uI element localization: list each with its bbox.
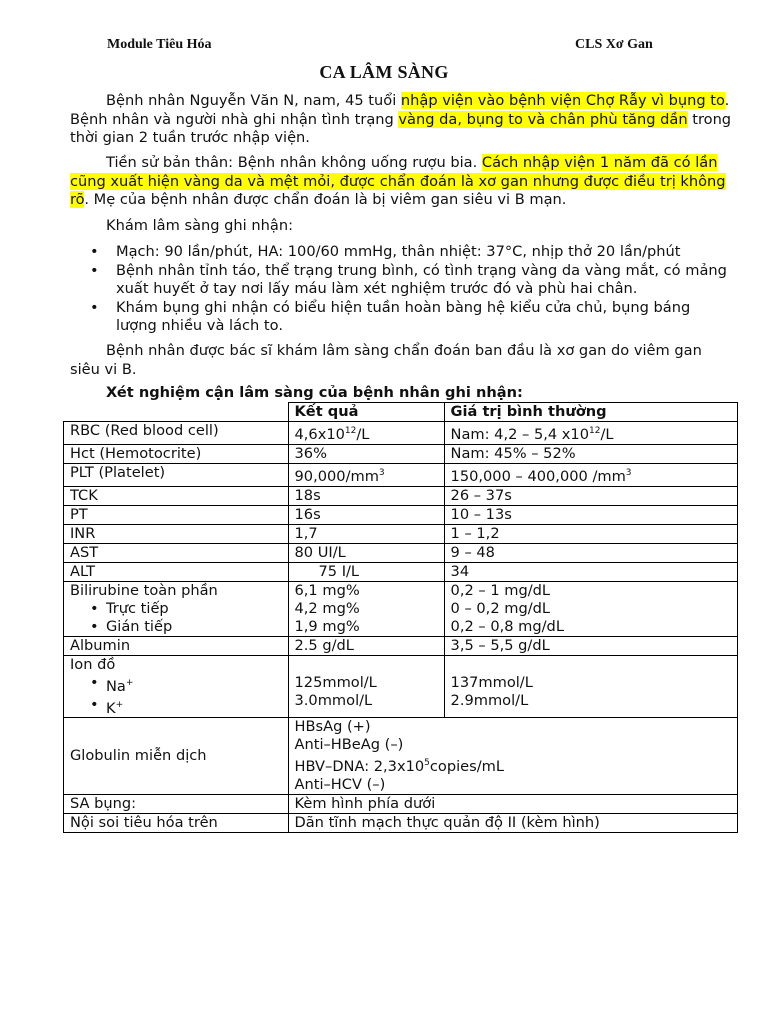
row-label: Nội soi tiêu hóa trên	[64, 814, 289, 833]
text-run: /L	[356, 425, 370, 443]
row-label: RBC (Red blood cell)	[64, 422, 289, 445]
result-cell	[288, 562, 444, 581]
result-cell: 18s	[288, 486, 444, 505]
text-run: Bệnh nhân được bác sĩ khám lâm sàng chẩn đoán ban đầu là xơ gan do viêm gan siêu vi B.	[70, 342, 702, 378]
row-label: ALT	[64, 562, 289, 581]
row-label: PT	[64, 505, 289, 524]
text-run: Na	[106, 677, 126, 695]
result-cell	[288, 422, 444, 445]
text-run: K	[106, 699, 116, 717]
text-run: HBsAg (+)	[294, 718, 371, 736]
row-label: SA bụng:	[64, 795, 289, 814]
text-run: copies/mL	[429, 758, 505, 776]
paragraph-history	[70, 154, 732, 210]
text-run: 0,2 – 0,8 mg/dL	[450, 617, 564, 635]
lab-results-table	[63, 402, 738, 833]
result-cell: 1,7	[288, 524, 444, 543]
lab-table-heading: Xét nghiệm cận lâm sàng của bệnh nhân ghi nhận:	[106, 384, 523, 401]
table-header-empty	[64, 403, 289, 422]
table-row	[64, 718, 738, 795]
table-row	[64, 422, 738, 445]
text-run: 1,9 mg%	[294, 617, 360, 635]
sub-item	[70, 674, 282, 696]
table-row	[64, 636, 738, 655]
normal-cell: Nam: 45% – 52%	[444, 444, 737, 463]
row-label: Hct (Hemotocrite)	[64, 444, 289, 463]
result-cell: 2.5 g/dL	[288, 636, 444, 655]
text-run: 125mmol/L	[294, 673, 377, 691]
paragraph-diagnosis	[70, 342, 732, 379]
highlight-symptoms: vàng da, bụng to và chân phù tăng dần	[398, 110, 688, 128]
result-cell	[288, 718, 738, 795]
row-label	[64, 581, 289, 636]
sub-item: • Trực tiếp	[70, 600, 282, 618]
normal-cell: 34	[444, 562, 737, 581]
normal-cell	[444, 463, 737, 486]
superscript: 5	[424, 758, 430, 769]
text-run: 3.0mmol/L	[294, 691, 373, 709]
table-row	[64, 486, 738, 505]
text-run: 4,2 mg%	[294, 599, 360, 617]
result-cell: Dãn tĩnh mạch thực quản độ II (kèm hình)	[288, 814, 738, 833]
normal-cell: 26 – 37s	[444, 486, 737, 505]
text-run: Anti–HBeAg (–)	[294, 736, 404, 754]
superscript: 12	[589, 426, 601, 436]
text-run: Anti–HCV (–)	[294, 776, 386, 794]
text-run: 150,000 – 400,000 /mm	[450, 467, 626, 485]
highlight-admission: nhập viện vào bệnh viện Chợ Rẫy vì bụng to	[400, 92, 725, 109]
normal-cell: 9 – 48	[444, 543, 737, 562]
normal-cell	[444, 655, 737, 718]
list-item: • Khám bụng ghi nhận có biểu hiện tuần hoàn bàng hệ kiểu cửa chủ, bụng báng lượng nhiều và lách to.	[70, 299, 732, 336]
text-run: Khám lâm sàng ghi nhận:	[106, 217, 293, 234]
table-row	[64, 562, 738, 581]
row-label: INR	[64, 524, 289, 543]
text-run: 137mmol/L	[450, 673, 533, 691]
text-run: Bilirubine toàn phần	[70, 581, 218, 599]
table-row	[64, 543, 738, 562]
table-row	[64, 814, 738, 833]
column-header-result: Kết quả	[288, 403, 444, 422]
result-cell	[288, 463, 444, 486]
table-row	[64, 463, 738, 486]
text-run: . Mẹ của bệnh nhân được chẩn đoán là bị viêm gan siêu vi B mạn.	[84, 191, 567, 208]
table-row	[64, 581, 738, 636]
text-run: HBV–DNA: 2,3x10	[294, 758, 425, 776]
table-row	[64, 444, 738, 463]
paragraph-admission	[70, 92, 732, 148]
highlight-history: Cách nhập viện 1 năm đã có lần cũng xuất hiện vàng da và mệt mỏi, được chẩn đoán là xơ gan nhưng được điều trị không rõ	[70, 154, 726, 208]
text-run	[295, 754, 732, 776]
row-label: Globulin miễn dịch	[64, 718, 289, 795]
superscript: +	[115, 699, 124, 710]
column-header-normal: Giá trị bình thường	[444, 403, 737, 422]
text-run: 0,2 – 1 mg/dL	[450, 581, 551, 599]
text-run: Nam: 4,2 – 5,4 x10	[450, 425, 590, 443]
superscript: 3	[378, 467, 385, 478]
text-run: 6,1 mg%	[294, 581, 360, 599]
result-cell	[288, 655, 444, 718]
superscript: +	[125, 677, 134, 688]
normal-cell: 10 – 13s	[444, 505, 737, 524]
result-cell: 36%	[288, 444, 444, 463]
superscript: 12	[344, 426, 357, 436]
table-row	[64, 524, 738, 543]
row-label: AST	[64, 543, 289, 562]
table-row	[64, 505, 738, 524]
text-run: Bệnh nhân Nguyễn Văn N, nam, 45 tuổi	[106, 92, 401, 109]
list-item: • Mạch: 90 lần/phút, HA: 100/60 mmHg, thân nhiệt: 37°C, nhịp thở 20 lần/phút	[70, 243, 732, 262]
sub-item: • Gián tiếp	[70, 618, 282, 636]
row-label: TCK	[64, 486, 289, 505]
row-label	[64, 655, 289, 718]
text-run: Ion đồ	[70, 655, 116, 673]
normal-cell	[444, 422, 737, 445]
text-run: 75 I/L	[318, 562, 360, 580]
header-topic: CLS Xơ Gan	[575, 37, 653, 52]
result-cell: Kèm hình phía dưới	[288, 795, 738, 814]
text-run: Tiền sử bản thân: Bệnh nhân không uống rượu bia.	[106, 154, 482, 171]
text-run: trong thời gian 2 tuần trước nhập viện.	[70, 110, 732, 146]
sub-item	[70, 696, 282, 718]
text-run: 4,6x10	[294, 425, 345, 443]
page-title: CA LÂM SÀNG	[319, 62, 449, 82]
table-row	[64, 795, 738, 814]
row-label: PLT (Platelet)	[64, 463, 289, 486]
exam-findings-list	[70, 243, 732, 336]
result-cell: 16s	[288, 505, 444, 524]
text-run: /L	[600, 425, 614, 443]
row-label: Albumin	[64, 636, 289, 655]
result-cell	[288, 581, 444, 636]
normal-cell	[444, 581, 737, 636]
text-run: 90,000/mm	[294, 467, 379, 485]
result-cell: 80 UI/L	[288, 543, 444, 562]
paragraph-exam-intro	[70, 217, 732, 236]
list-item: • Bệnh nhân tỉnh táo, thể trạng trung bình, có tình trạng vàng da vàng mắt, có mảng xuất huyết ở tay nơi lấy máu làm xét nghiệm trước đó và phù hai chân.	[70, 262, 732, 299]
table-header-row	[64, 403, 738, 422]
table-row	[64, 655, 738, 718]
normal-cell: 1 – 1,2	[444, 524, 737, 543]
text-run: . Bệnh nhân và người nhà ghi nhận tình trạng	[70, 92, 730, 128]
superscript: 3	[625, 467, 632, 478]
text-run: 0 – 0,2 mg/dL	[450, 599, 551, 617]
normal-cell: 3,5 – 5,5 g/dL	[444, 636, 737, 655]
text-run: 2.9mmol/L	[450, 691, 529, 709]
header-module: Module Tiêu Hóa	[107, 37, 212, 52]
